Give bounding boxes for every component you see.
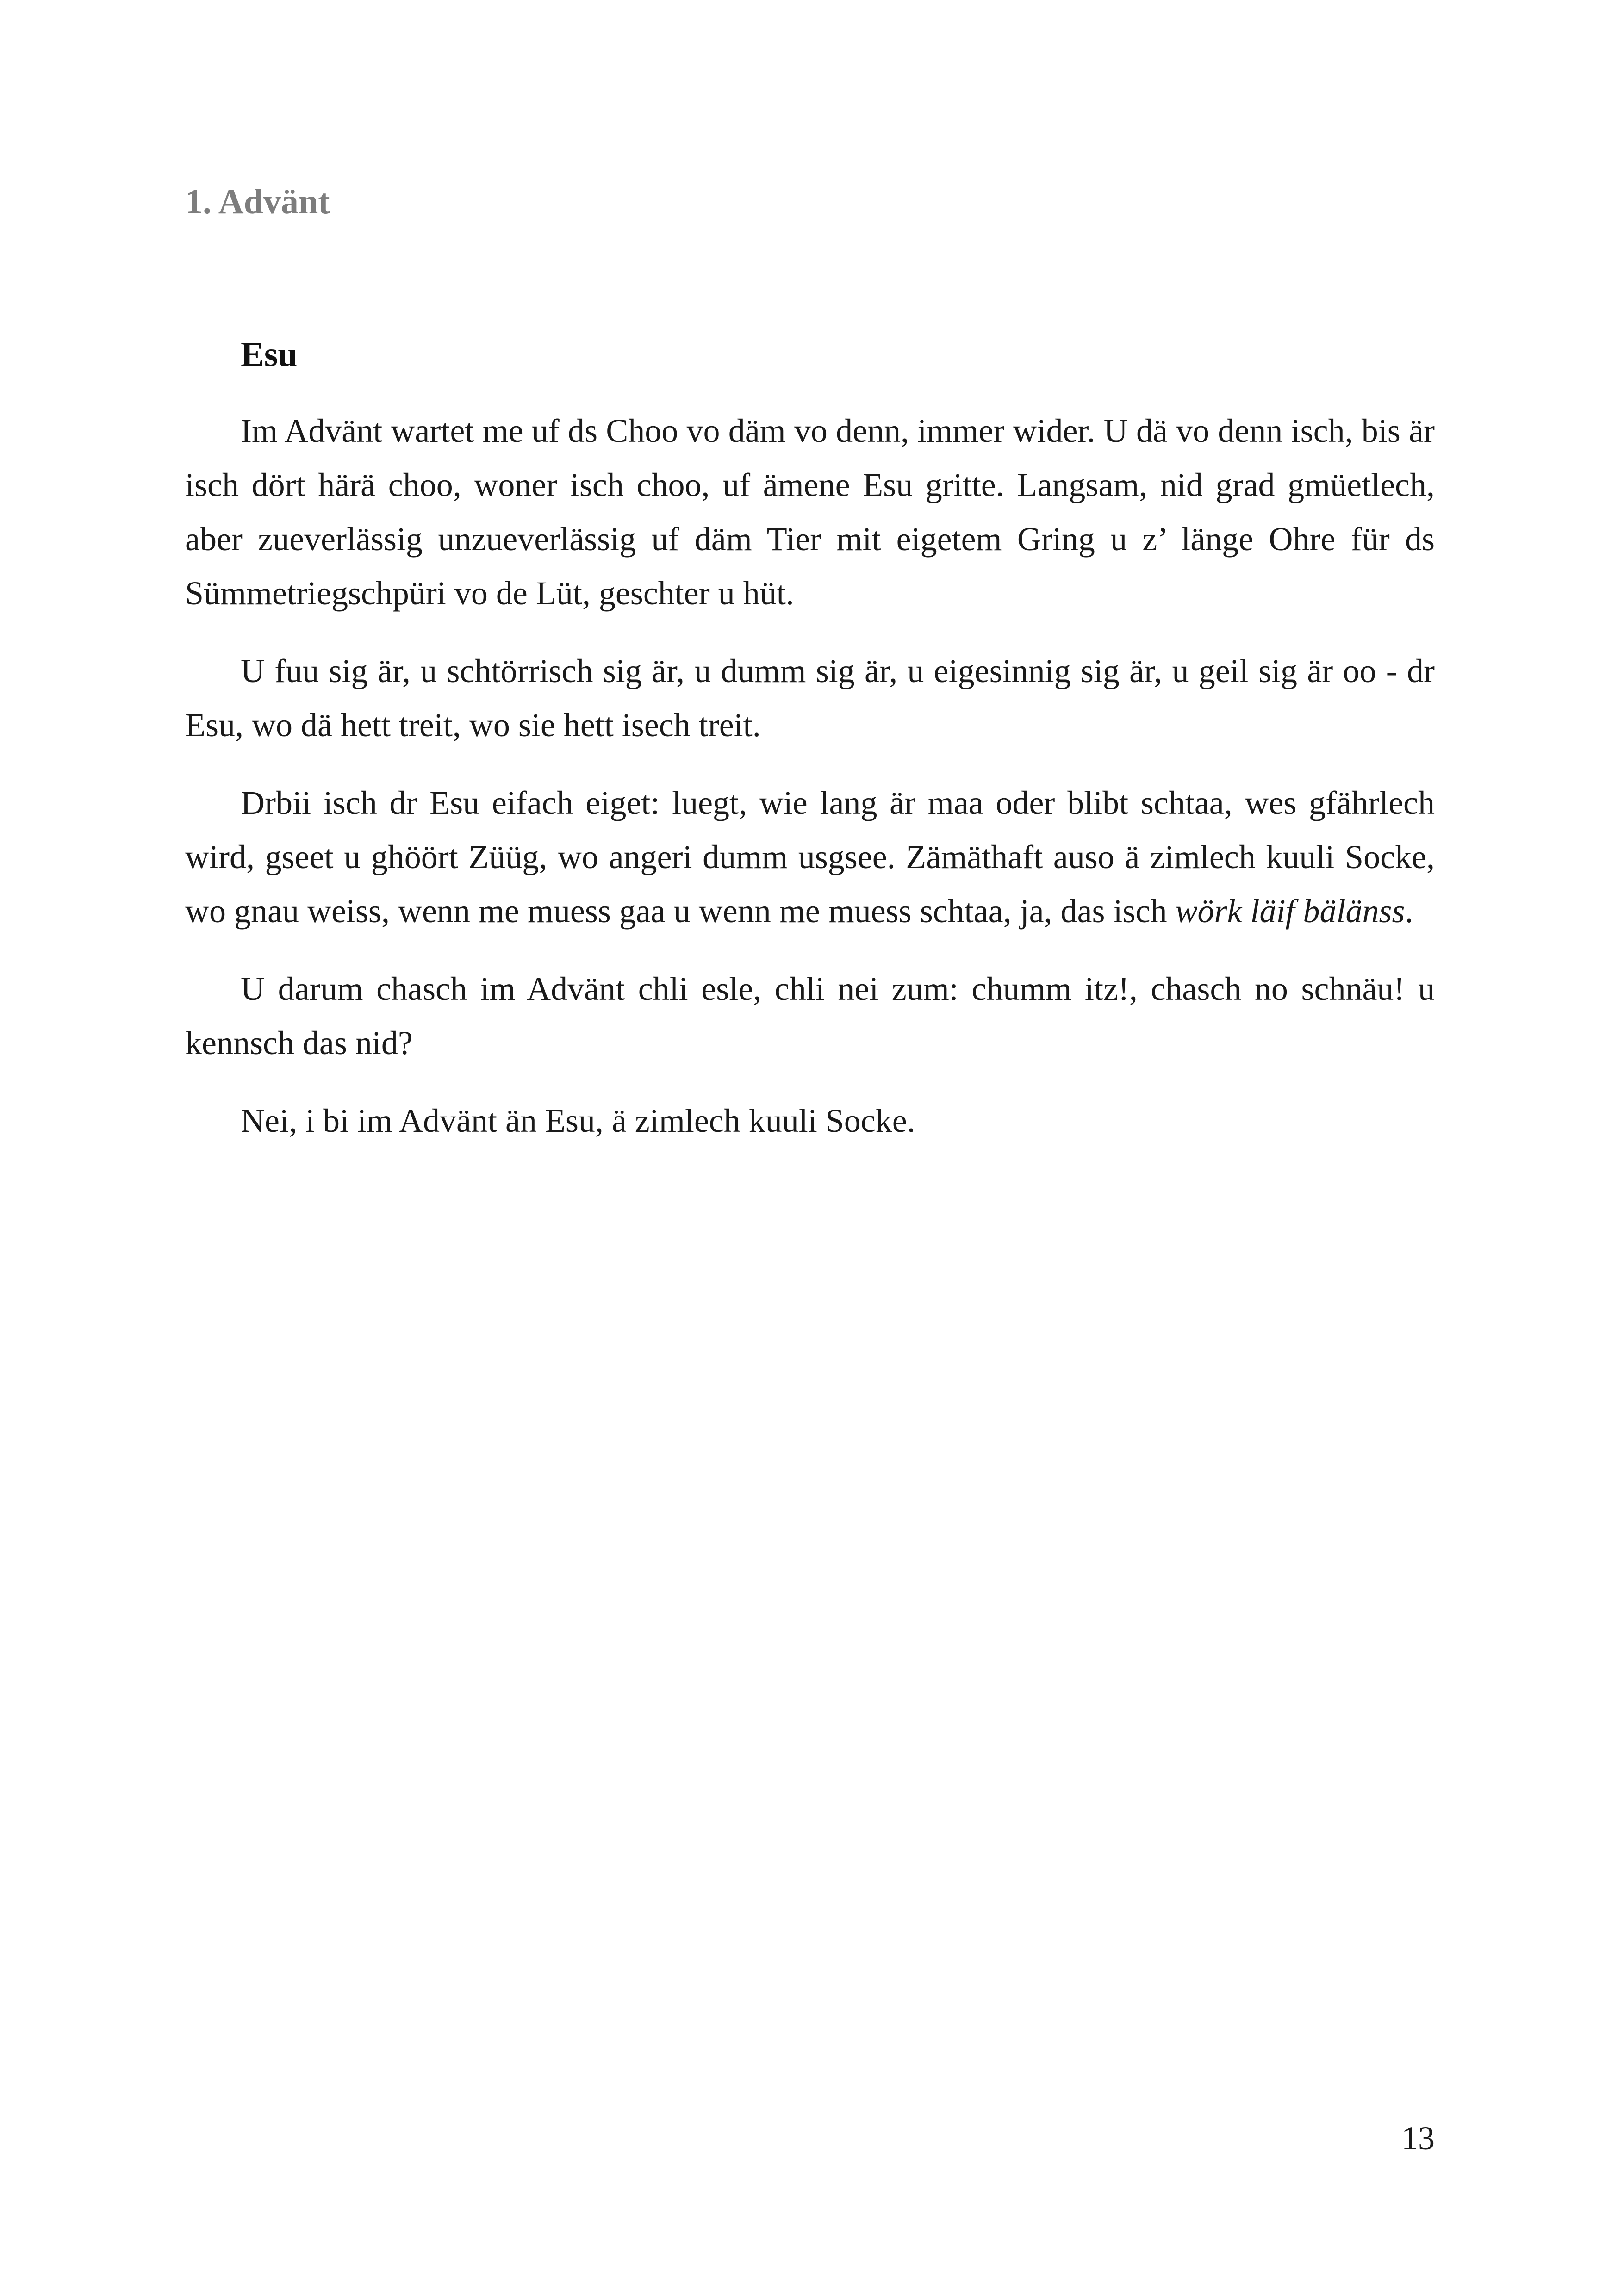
italic-phrase: wörk läif bälänss — [1175, 893, 1405, 930]
page-number: 13 — [1401, 2120, 1435, 2157]
article — [185, 337, 1435, 1148]
article-title: Esu — [241, 335, 298, 374]
body-paragraph-2: U fuu sig är, u schtörrisch sig är, u dumm sig är, u eigesinnig sig är, u geil sig är oo - dr Esu, wo dä hett treit, wo sie hett isech treit. — [185, 652, 1435, 744]
paragraph-3-text: Drbii isch dr Esu eifach eiget: luegt, wie lang är maa oder blibt schtaa, wes gfährlech wird, gseet u ghöört Züüg, wo angeri dumm usgsee. Zämäthaft auso ä zimlech kuuli Socke, wo gnau weiss, wenn me muess gaa u wenn me muess schtaa, ja, das isch — [185, 784, 1435, 930]
paragraph-3-ending: . — [1405, 893, 1413, 930]
body-paragraph-4: U darum chasch im Advänt chli esle, chli nei zum: chumm itz!, chasch no schnäu! u kennsch das nid? — [185, 970, 1435, 1061]
body-paragraph-5: Nei, i bi im Advänt än Esu, ä zimlech kuuli Socke. — [241, 1102, 915, 1139]
chapter-heading: 1. Advänt — [185, 182, 330, 221]
body-paragraph-1: Im Advänt wartet me uf ds Choo vo däm vo denn, immer wider. U dä vo denn isch, bis är isch dört härä choo, woner isch choo, uf ämene Esu gritte. Langsam, nid grad gmüetlech, aber zueverlässig unzueverlässig uf däm Tier mit eigetem Gring u z’ länge Ohre für ds Sümmetriegschpüri vo de Lüt, geschter u hüt. — [185, 412, 1435, 612]
body-paragraph-3 — [185, 776, 1435, 938]
